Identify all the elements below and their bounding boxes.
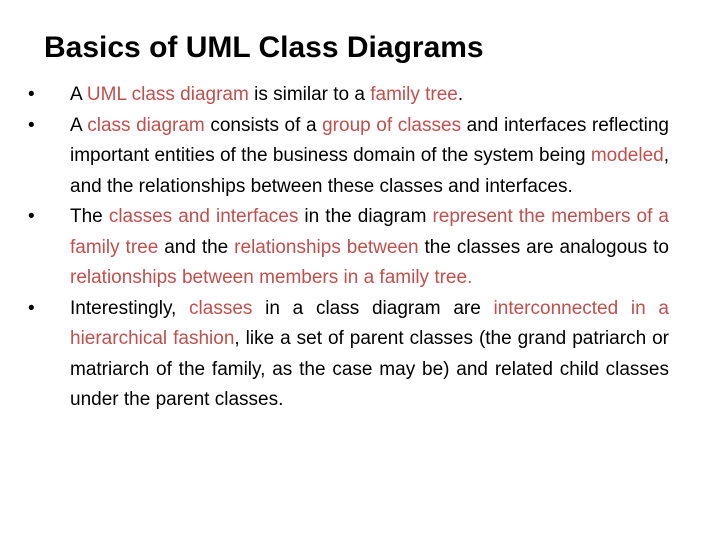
bullet-text: in the diagram xyxy=(298,206,433,227)
highlighted-text: group of classes xyxy=(322,114,462,136)
bullet-text: in a class diagram are xyxy=(252,297,494,319)
highlighted-text: relationships between xyxy=(234,236,419,258)
bullet-text: , and the relationships between these classes and interfaces. xyxy=(70,145,669,197)
highlighted-text: class diagram xyxy=(87,114,205,136)
bullet-text: the classes are analogous to xyxy=(418,236,669,258)
bullet-text: and the xyxy=(158,236,235,258)
bullet-text: Interestingly, xyxy=(70,297,190,319)
highlighted-text: modeled xyxy=(590,145,664,166)
bullet-text: A xyxy=(70,114,88,136)
bullet-text: The xyxy=(70,206,109,227)
bullet-text: is similar to a xyxy=(248,84,371,105)
bullet-list xyxy=(28,80,669,416)
bullet-text: consists of a xyxy=(204,114,323,136)
highlighted-text: family tree xyxy=(370,84,458,105)
bullet-text: . xyxy=(457,84,464,105)
bullet-text: and interfaces reflecting important entities of the business domain of the system being xyxy=(70,114,669,166)
highlighted-text: classes and interfaces xyxy=(108,206,299,227)
bullet-item xyxy=(28,80,669,111)
highlighted-text: represent the members of a family tree xyxy=(70,206,669,258)
highlighted-text: interconnected in a hierarchical fashion xyxy=(70,297,670,349)
bullet-text: A xyxy=(70,84,87,105)
bullet-text: , like a set of parent classes (the grand patriarch or matriarch of the family, as the case may be) and related child classes under the parent classes. xyxy=(70,328,669,410)
bullet-item xyxy=(28,202,669,294)
slide-title: Basics of UML Class Diagrams xyxy=(44,31,484,64)
highlighted-text: relationships between members in a family tree. xyxy=(70,267,473,288)
highlighted-text: classes xyxy=(189,297,253,319)
highlighted-text: UML class diagram xyxy=(86,84,249,105)
bullet-item xyxy=(28,111,669,203)
bullet-item xyxy=(28,294,669,416)
